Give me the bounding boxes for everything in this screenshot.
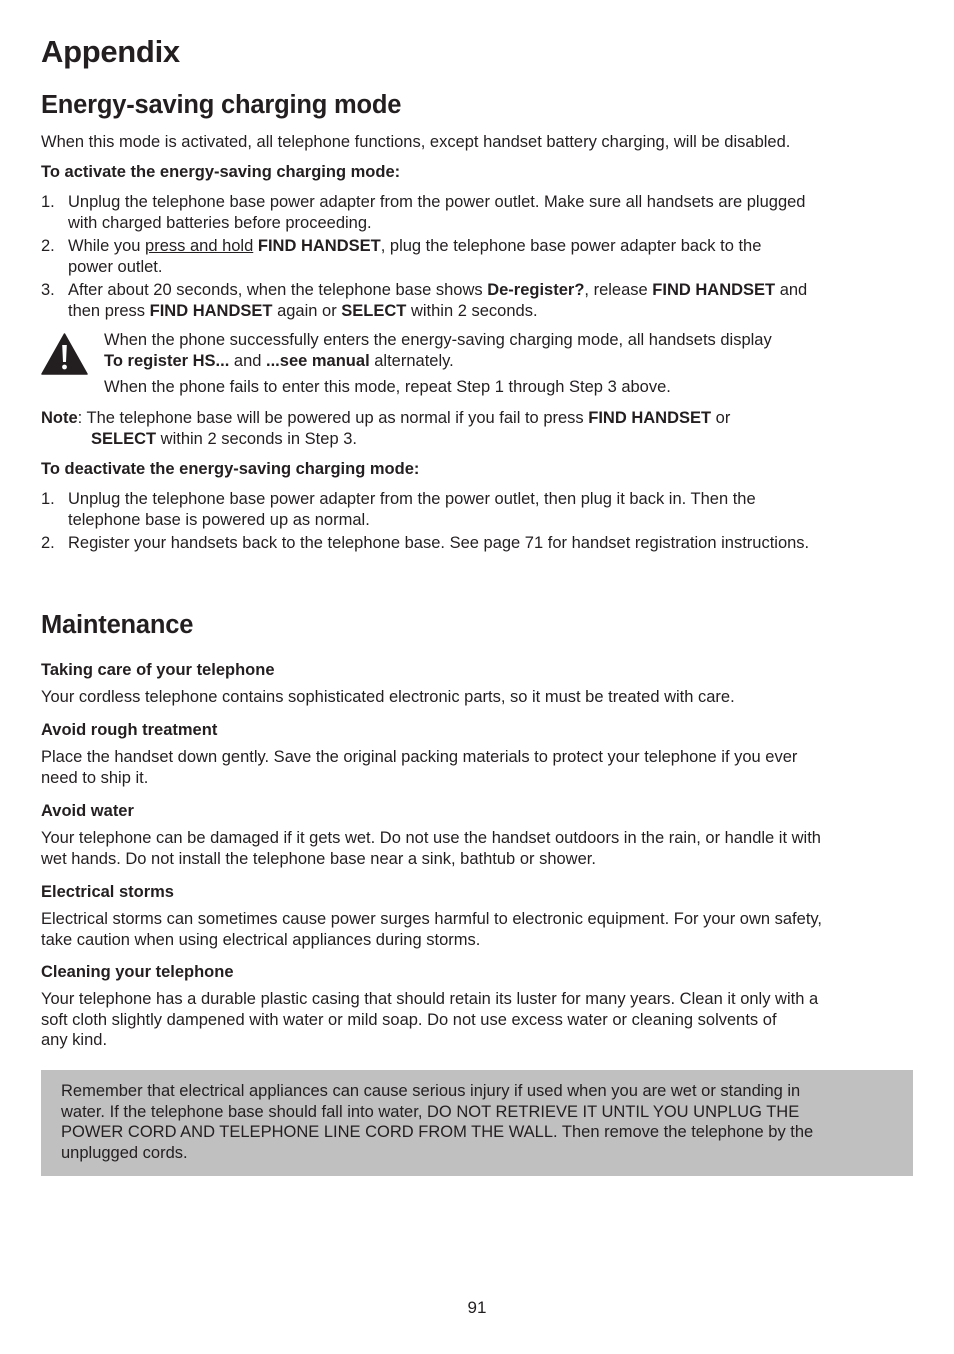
activate-heading: To activate the energy-saving charging mode: (41, 163, 401, 181)
safety-callout: Remember that electrical appliances can cause serious injury if used when you are wet or standing in water. If the telephone base should fall into water, DO NOT RETRIEVE IT UNTIL YOU UNPLUG THE POWER CORD AND TELEPHONE LINE CORD FROM THE WALL. Then remove the telephone by the unplugged cords. (41, 1070, 913, 1176)
note: Note: The telephone base will be powered up as normal if you fail to press FIND HANDSET or SELECT within 2 seconds in Step 3. (41, 409, 731, 448)
note-label: Note (41, 409, 78, 427)
maintenance-section: Avoid rough treatment Place the handset down gently. Save the original packing materials to protect your telephone if you ever need to ship it. (41, 720, 913, 788)
maintenance-section: Taking care of your telephone Your cordless telephone contains sophisticated electronic parts, so it must be treated with care. (41, 660, 913, 708)
activate-steps (41, 192, 913, 321)
section-title: Avoid water (41, 802, 134, 820)
list-item: 2. Register your handsets back to the telephone base. See page 71 for handset registration instructions. (41, 534, 810, 552)
list-item: 1. Unplug the telephone base power adapter from the power outlet, then plug it back in. Then the telephone base is powered up as normal. (41, 490, 756, 529)
section-title: Avoid rough treatment (41, 721, 218, 739)
deactivate-steps (41, 489, 913, 554)
maintenance-section: Cleaning your telephone Your telephone has a durable plastic casing that should retain its luster for many years. Clean it only with a soft cloth slightly dampened with water or mild soap. Do not use excess water or cleaning solvents of any kind. (41, 962, 913, 1051)
list-item: 1. Unplug the telephone base power adapter from the power outlet. Make sure all handsets are plugged with charged batteries before proceeding. (41, 193, 806, 232)
page-number: 91 (467, 1298, 487, 1317)
energy-heading: Energy-saving charging mode (41, 91, 402, 119)
section-title: Cleaning your telephone (41, 963, 234, 981)
warning-text: When the phone successfully enters the energy-saving charging mode, all handsets display To register HS... and ...see manual alternately. When the phone fails to enter this mode, repeat Step 1 through Step 3 above. (104, 331, 772, 396)
deactivate-heading: To deactivate the energy-saving charging mode: (41, 460, 420, 478)
list-item: 2. While you press and hold FIND HANDSET, plug the telephone base power adapter back to the power outlet. (41, 237, 762, 276)
warning-triangle-icon (41, 333, 88, 375)
energy-intro: When this mode is activated, all telephone functions, except handset battery charging, will be disabled. (41, 133, 791, 151)
maintenance-heading: Maintenance (41, 611, 194, 639)
press-and-hold-link[interactable]: press and hold (145, 237, 254, 255)
section-title: Taking care of your telephone (41, 661, 275, 679)
page-title: Appendix (41, 34, 180, 69)
list-item: 3. After about 20 seconds, when the telephone base shows De-register?, release FIND HANDSET and then press FIND HANDSET again or SELECT within 2 seconds. (41, 281, 808, 320)
maintenance-section: Electrical storms Electrical storms can sometimes cause power surges harmful to electronic equipment. For your own safety, take caution when using electrical appliances during storms. (41, 882, 913, 950)
section-title: Electrical storms (41, 883, 174, 901)
maintenance-section: Avoid water Your telephone can be damaged if it gets wet. Do not use the handset outdoors in the rain, or handle it with wet hands. Do not install the telephone base near a sink, bathtub or shower. (41, 801, 913, 869)
